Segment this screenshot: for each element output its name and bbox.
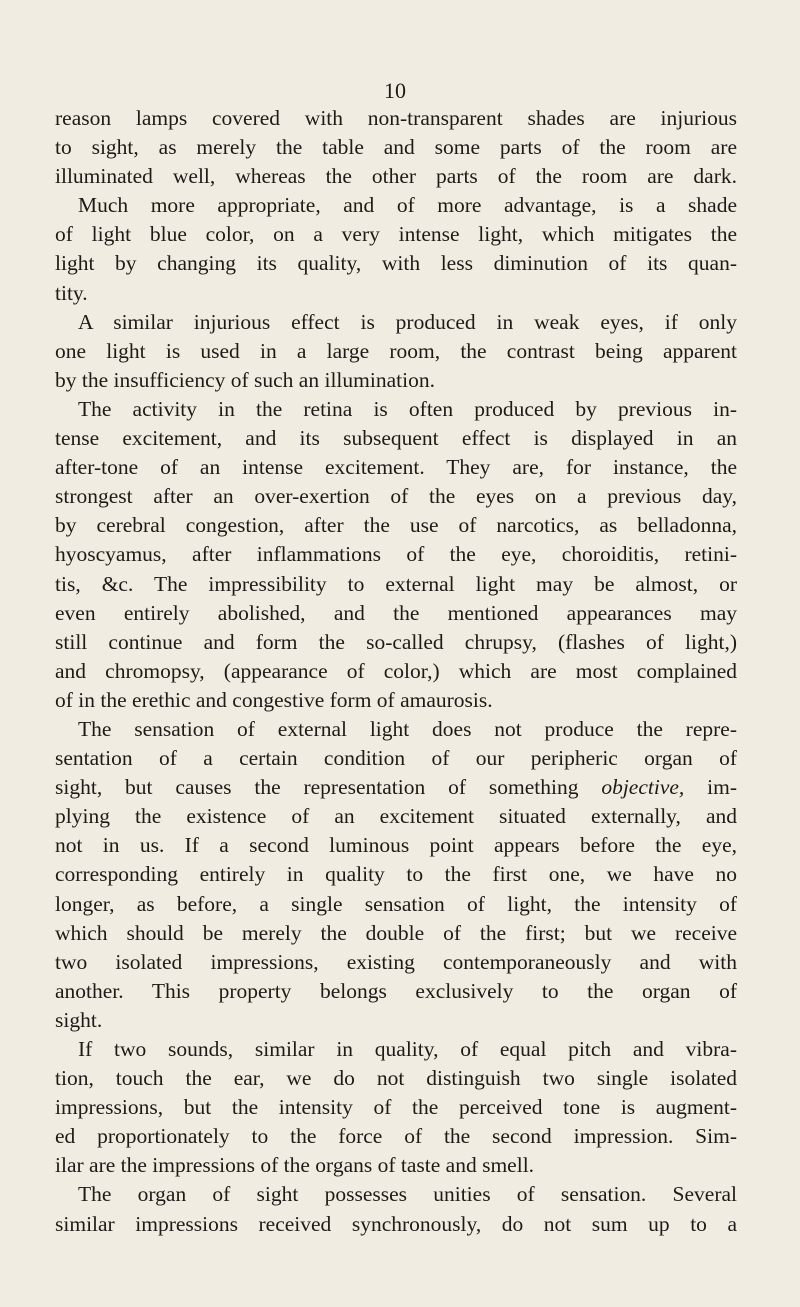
text-line: If two sounds, similar in quality, of equal pitch and vibra- <box>78 1037 737 1061</box>
text-line: still continue and form the so-called chrupsy, (flashes of light,) <box>55 629 737 654</box>
text-line: Much more appropriate, and of more advantage, is a shade <box>78 193 737 218</box>
text-line: even entirely abolished, and the mentioned appearances may <box>55 600 737 625</box>
text-line: tion, touch the ear, we do not distinguish two single isolated <box>55 1066 737 1091</box>
text-line: reason lamps covered with non-transparent shades are injurious <box>55 106 737 130</box>
text-line: impressions, but the intensity of the perceived tone is augment- <box>55 1095 737 1120</box>
text-line: A similar injurious effect is produced in weak eyes, if only <box>78 309 737 334</box>
text-line: light by changing its quality, with less diminution of its quan- <box>55 251 737 276</box>
text-line: tis, &c. The impressibility to external light may be almost, or <box>55 571 737 596</box>
text-line: The organ of sight possesses unities of sensation. Several <box>78 1182 737 1207</box>
text-line: The activity in the retina is often produced by previous in- <box>78 396 737 421</box>
text-line: The sensation of external light does not produce the repre- <box>78 716 737 741</box>
text-line: sight. <box>55 1007 103 1032</box>
body-text <box>55 104 737 1239</box>
text-line: hyoscyamus, after inflammations of the eye, choroiditis, retini- <box>55 542 737 567</box>
text-line: tense excitement, and its subsequent effect is displayed in an <box>55 426 737 451</box>
italic-word: objective, <box>601 775 685 800</box>
text-line: tity. <box>55 280 88 305</box>
text-line: plying the existence of an excitement situated externally, and <box>55 804 737 829</box>
text-line: strongest after an over-exertion of the eyes on a previous day, <box>55 484 737 509</box>
text-line: and chromopsy, (appearance of color,) which are most complained <box>55 658 737 683</box>
page-number: 10 <box>384 78 406 103</box>
text-line: sentation of a certain condition of our peripheric organ of <box>55 746 737 771</box>
text-line: corresponding entirely in quality to the first one, we have no <box>55 862 737 887</box>
text-line: longer, as before, a single sensation of light, the intensity of <box>55 891 737 916</box>
text-line: which should be merely the double of the first; but we receive <box>55 920 737 945</box>
text-line: sight, but causes the representation of something objective, im- <box>55 775 737 800</box>
text-line: illuminated well, whereas the other parts of the room are dark. <box>55 164 737 189</box>
text-line: ilar are the impressions of the organs of taste and smell. <box>55 1153 535 1178</box>
text-line: not in us. If a second luminous point appears before the eye, <box>55 833 737 858</box>
text-line: similar impressions received synchronously, do not sum up to a <box>55 1211 737 1236</box>
text-line: ed proportionately to the force of the second impression. Sim- <box>55 1124 737 1149</box>
text-line: to sight, as merely the table and some parts of the room are <box>55 135 737 160</box>
text-line: after-tone of an intense excitement. They are, for instance, the <box>55 455 737 480</box>
text-line: by the insufficiency of such an illumination. <box>55 367 435 392</box>
text-line: of light blue color, on a very intense light, which mitigates the <box>55 222 737 247</box>
text-line: two isolated impressions, existing contemporaneously and with <box>55 949 737 974</box>
text-line: by cerebral congestion, after the use of narcotics, as belladonna, <box>55 513 737 538</box>
text-line: another. This property belongs exclusively to the organ of <box>55 978 737 1003</box>
text-line: one light is used in a large room, the contrast being apparent <box>55 338 737 363</box>
text-line: of in the erethic and congestive form of amaurosis. <box>55 687 493 712</box>
